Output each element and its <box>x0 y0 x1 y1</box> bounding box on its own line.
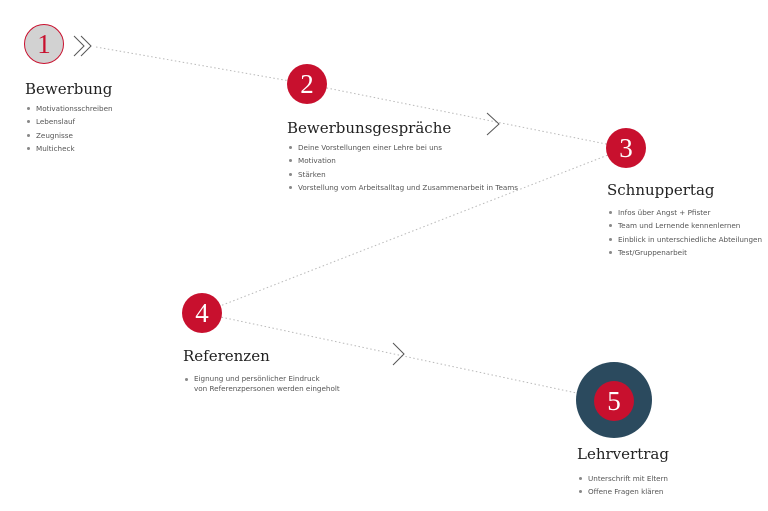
step-2-number-circle <box>287 64 327 104</box>
step-4-number-circle <box>182 293 222 333</box>
list-item <box>184 374 340 394</box>
list-item: Team und Lernende kennenlernen <box>608 220 762 233</box>
step-1-number: 1 <box>37 28 51 59</box>
step-1-number-circle <box>24 24 64 64</box>
step-5-number: 5 <box>607 385 621 416</box>
list-item: Lebenslauf <box>26 116 113 129</box>
step-5-list <box>578 473 668 500</box>
step-4-number: 4 <box>195 297 209 328</box>
double-chevron-icon <box>74 36 84 56</box>
step-3-number-circle <box>606 128 646 168</box>
list-item-line: von Referenzpersonen werden eingeholt <box>194 384 340 393</box>
connector-1-2 <box>96 47 307 84</box>
step-3-title: Schnuppertag <box>607 181 715 199</box>
connector-2-3 <box>307 84 626 148</box>
list-item: Motivation <box>288 155 518 168</box>
list-item: Multicheck <box>26 143 113 156</box>
list-item: Stärken <box>288 169 518 182</box>
list-item: Vorstellung vom Arbeitsalltag und Zusammenarbeit in Teams <box>288 182 518 195</box>
step-4-list <box>184 374 340 394</box>
step-2-title: Bewerbunsgespräche <box>287 119 452 137</box>
list-item: Test/Gruppenarbeit <box>608 247 762 260</box>
step-3-list <box>608 207 762 260</box>
list-item: Einblick in unterschiedliche Abteilungen <box>608 234 762 247</box>
step-3-number: 3 <box>619 132 633 163</box>
list-item: Deine Vorstellungen einer Lehre bei uns <box>288 142 518 155</box>
step-5-number-circle <box>594 381 634 421</box>
list-item: Zeugnisse <box>26 130 113 143</box>
list-item: Offene Fragen klären <box>578 486 668 499</box>
step-4-title: Referenzen <box>183 347 270 365</box>
step-5-title: Lehrvertrag <box>577 445 669 463</box>
list-item: Infos über Angst + Pfister <box>608 207 762 220</box>
step-1-title: Bewerbung <box>25 80 113 98</box>
step-1-list <box>26 103 113 156</box>
list-item: Motivationsschreiben <box>26 103 113 116</box>
step-2-list <box>288 142 518 195</box>
list-item: Unterschrift mit Eltern <box>578 473 668 486</box>
list-item-line: Eignung und persönlicher Eindruck <box>194 374 320 383</box>
chevron-right-icon <box>487 113 499 135</box>
step-2-number: 2 <box>300 68 314 99</box>
